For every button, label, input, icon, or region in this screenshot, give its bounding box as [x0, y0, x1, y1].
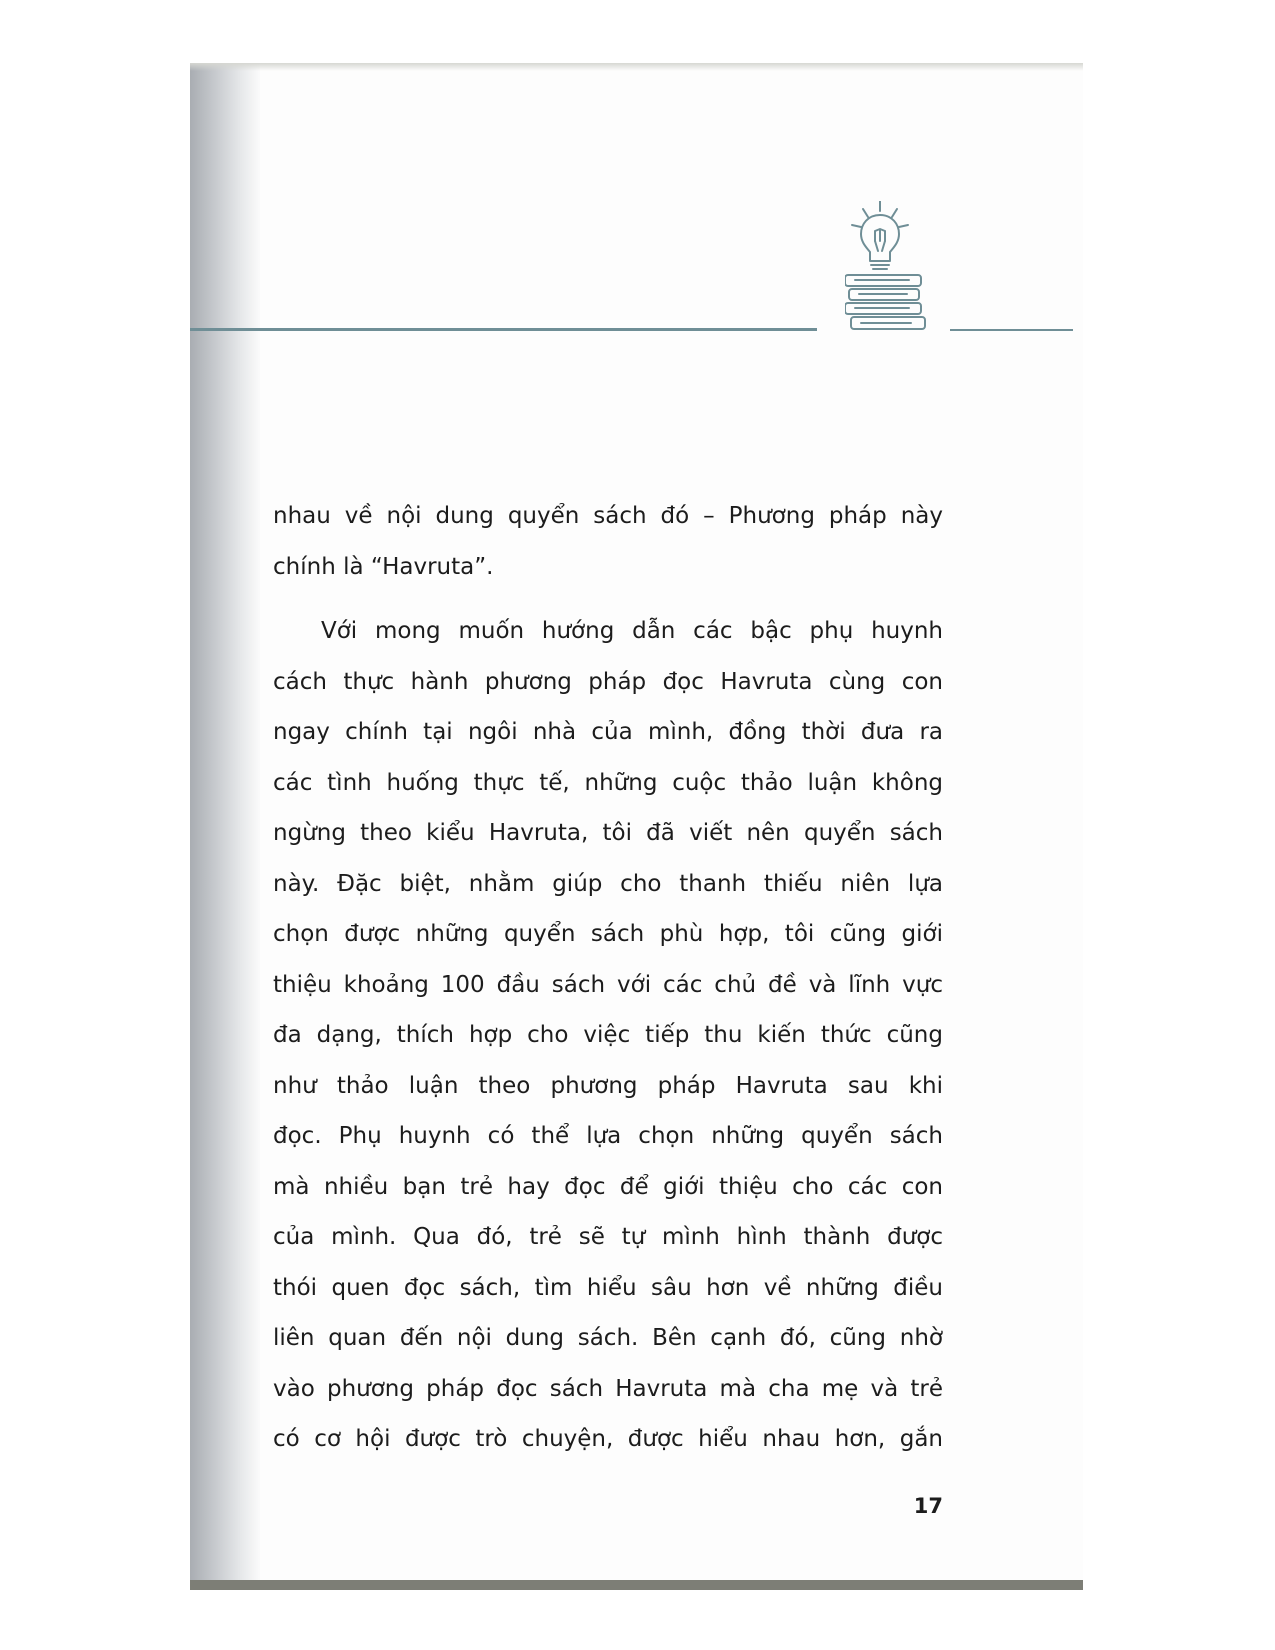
text-line: chính là “Havruta”. [273, 553, 494, 580]
text-line: mà nhiều bạn trẻ hay đọc để giới thiệu cho các con [273, 1173, 943, 1200]
header-rule-right [950, 329, 1073, 331]
text-line: thiệu khoảng 100 đầu sách với các chủ đề và lĩnh vực [273, 971, 943, 998]
text-line: ngay chính tại ngôi nhà của mình, đồng thời đưa ra [273, 719, 943, 745]
page-gutter-shadow [190, 63, 260, 1590]
text-line: cách thực hành phương pháp đọc Havruta cùng con [273, 668, 943, 695]
text-line: này. Đặc biệt, nhằm giúp cho thanh thiếu niên lựa [273, 870, 943, 897]
text-line: liên quan đến nội dung sách. Bên cạnh đó, cũng nhờ [273, 1325, 943, 1351]
text-line: đa dạng, thích hợp cho việc tiếp thu kiến thức cũng [273, 1022, 943, 1048]
text-line: các tình huống thực tế, những cuộc thảo luận không [273, 769, 943, 796]
text-line: Với mong muốn hướng dẫn các bậc phụ huynh [321, 618, 943, 644]
body-text [273, 491, 943, 1465]
paragraph-gap [273, 592, 943, 606]
text-line: thói quen đọc sách, tìm hiểu sâu hơn về những điều [273, 1274, 943, 1301]
lightbulb-on-books-icon [845, 201, 935, 336]
text-line: đọc. Phụ huynh có thể lựa chọn những quyển sách [273, 1123, 943, 1149]
book-page [190, 63, 1083, 1590]
text-line: nhau về nội dung quyển sách đó – Phương pháp này [273, 503, 943, 529]
text-line: có cơ hội được trò chuyện, được hiểu nhau hơn, gắn [273, 1426, 943, 1452]
text-line: của mình. Qua đó, trẻ sẽ tự mình hình thành được [273, 1224, 943, 1250]
text-line: như thảo luận theo phương pháp Havruta sau khi [273, 1072, 943, 1099]
text-line: vào phương pháp đọc sách Havruta mà cha mẹ và trẻ [273, 1375, 943, 1402]
page-number: 17 [913, 1494, 943, 1518]
page-bottom-edge [190, 1580, 1083, 1590]
text-line: chọn được những quyển sách phù hợp, tôi cũng giới [273, 921, 943, 947]
header-rule-left [190, 328, 817, 331]
page-top-edge [190, 63, 1083, 71]
text-line: ngừng theo kiểu Havruta, tôi đã viết nên quyển sách [273, 820, 943, 846]
